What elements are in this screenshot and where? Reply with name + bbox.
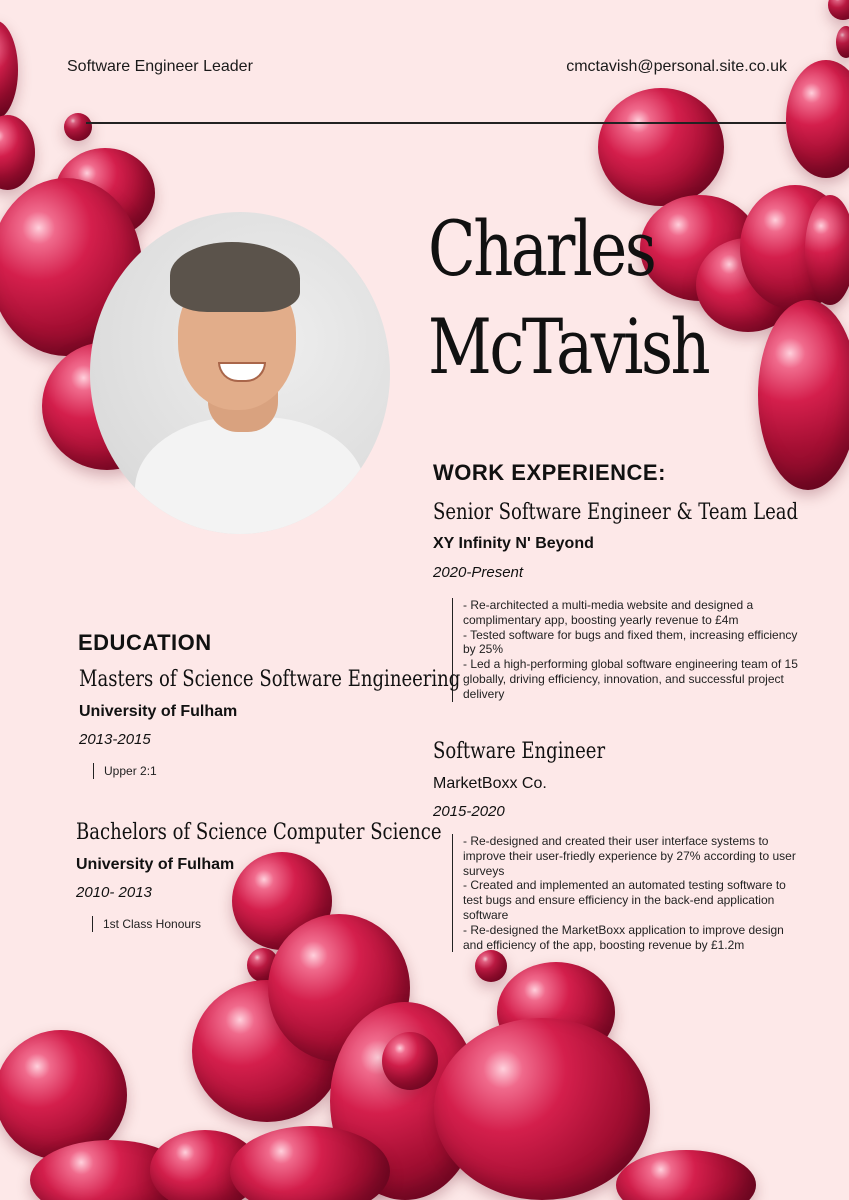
decor-bubble (616, 1150, 756, 1200)
decor-bubble (805, 195, 849, 305)
education-dates: 2013-2015 (79, 731, 151, 748)
profile-photo (90, 212, 390, 534)
degree-title: Masters of Science Software Engineering (79, 667, 461, 692)
decor-bubble (836, 26, 849, 58)
job-bullet: - Created and implemented an automated testing software to test bugs and ensure efficiency in the back-end application software (463, 878, 786, 922)
decor-bubble (786, 60, 849, 178)
school-name: University of Fulham (79, 703, 238, 720)
email-header: cmctavish@personal.site.co.uk (566, 58, 787, 75)
job-title: Senior Software Engineer & Team Lead (433, 500, 799, 525)
education-dates: 2010- 2013 (76, 884, 152, 901)
job-bullets (452, 598, 803, 702)
job-bullets (452, 834, 803, 952)
school-name: University of Fulham (76, 856, 235, 873)
company-name: XY Infinity N' Beyond (433, 535, 594, 552)
degree-grade: 1st Class Honours (92, 916, 201, 932)
job-role-header: Software Engineer Leader (67, 58, 253, 75)
decor-bubble (382, 1032, 438, 1090)
header-divider (86, 122, 786, 124)
education-heading: EDUCATION (78, 630, 212, 655)
decor-bubble (598, 88, 724, 206)
decor-bubble (434, 1018, 650, 1200)
company-name: MarketBoxx Co. (433, 775, 547, 792)
job-title: Software Engineer (433, 739, 606, 764)
job-bullet: - Tested software for bugs and fixed them, increasing efficiency by 25% (463, 627, 798, 657)
decor-bubble (828, 0, 849, 20)
decor-bubble (0, 20, 18, 120)
work-experience-heading: WORK EXPERIENCE: (433, 460, 666, 485)
degree-grade: Upper 2:1 (93, 763, 157, 779)
degree-title: Bachelors of Science Computer Science (76, 820, 442, 845)
decor-bubble (0, 115, 35, 190)
last-name: McTavish (428, 302, 709, 391)
job-bullet: - Re-architected a multi-media website and designed a complimentary app, boosting yearly revenue to £4m (463, 598, 754, 627)
job-dates: 2015-2020 (433, 803, 505, 820)
first-name: Charles (428, 204, 655, 293)
decor-bubble (475, 950, 507, 982)
full-name (428, 200, 756, 396)
job-bullet: - Re-designed the MarketBoxx application to improve design and efficiency of the app, boosting revenue by £1.2m (463, 922, 784, 952)
job-dates: 2020-Present (433, 564, 524, 581)
job-bullet: - Led a high-performing global software engineering team of 15 globally, driving efficiency, innovation, and successful project delivery (463, 657, 798, 701)
decor-bubble (758, 300, 849, 490)
decor-bubble (64, 113, 92, 141)
job-bullet: - Re-designed and created their user interface systems to improve their user-friedly experience by 27% according to user surveys (463, 834, 796, 878)
